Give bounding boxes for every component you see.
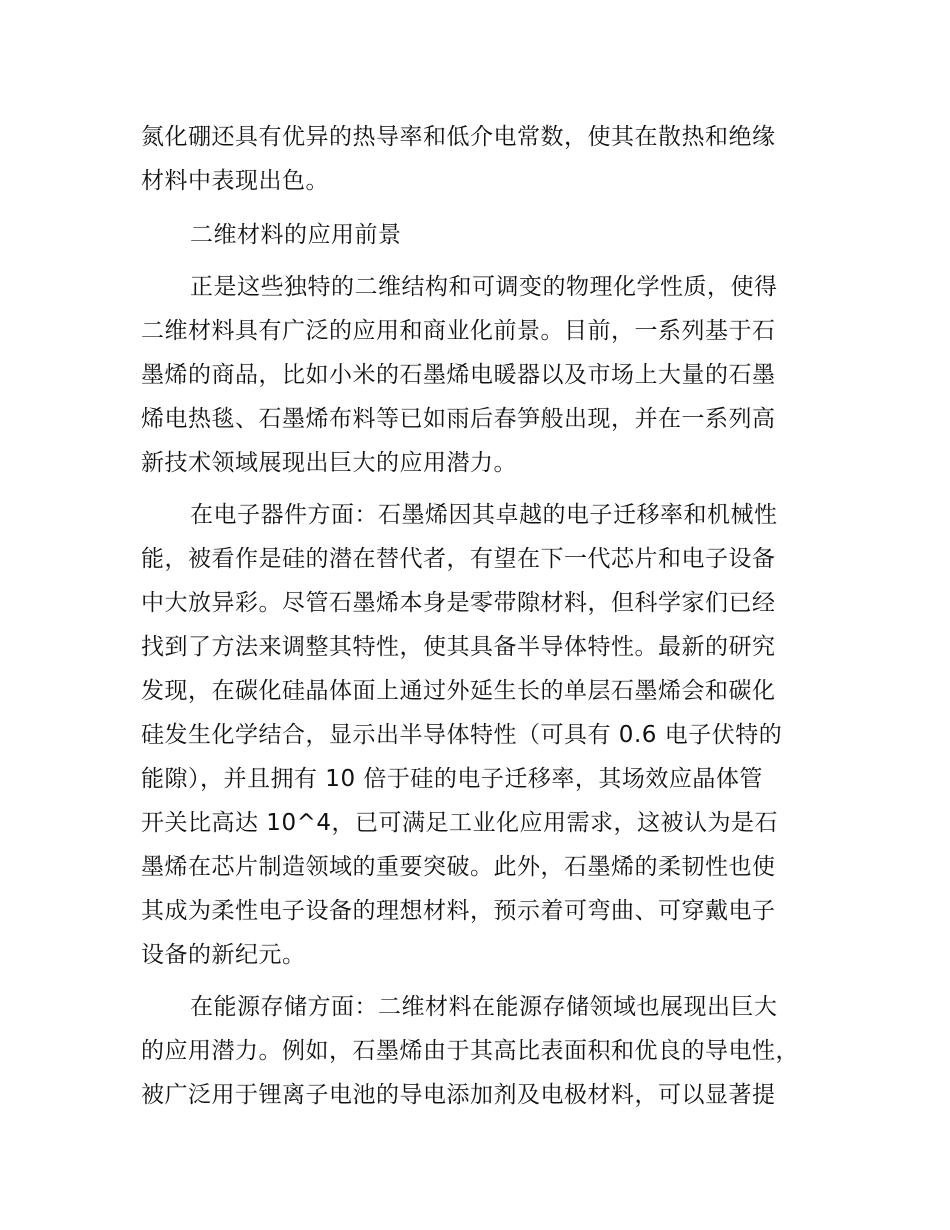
text-line: 二维材料具有广泛的应用和商业化前景。目前，一系列基于石 [141, 318, 776, 344]
text-line: 被广泛用于锂离子电池的导电添加剂及电极材料，可以显著提 [141, 1082, 776, 1108]
text-line: 的应用潜力。例如，石墨烯由于其高比表面积和优良的导电性， [141, 1038, 799, 1064]
text-line: 其成为柔性电子设备的理想材料，预示着可弯曲、可穿戴电子 [141, 898, 776, 924]
text-line: 墨烯在芯片制造领域的重要突破。此外，石墨烯的柔韧性也使 [141, 854, 776, 880]
text-line: 开关比高达 10^4，已可满足工业化应用需求，这被认为是石 [141, 810, 778, 836]
text-line: 能，被看作是硅的潜在替代者，有望在下一代芯片和电子设备 [141, 546, 776, 572]
text-line: 材料中表现出色。 [141, 168, 329, 194]
text-line: 在电子器件方面：石墨烯因其卓越的电子迁移率和机械性 [190, 502, 778, 528]
text-line: 能隙），并且拥有 10 倍于硅的电子迁移率，其场效应晶体管 [141, 766, 763, 792]
text-line: 新技术领域展现出巨大的应用潜力。 [141, 450, 517, 476]
text-line: 中大放异彩。尽管石墨烯本身是零带隙材料，但科学家们已经 [141, 590, 776, 616]
text-line: 在能源存储方面：二维材料在能源存储领域也展现出巨大 [190, 994, 778, 1020]
text-line: 找到了方法来调整其特性，使其具备半导体特性。最新的研究 [141, 634, 776, 660]
text-line: 硅发生化学结合，显示出半导体特性（可具有 0.6 电子伏特的 [141, 722, 783, 748]
text-line: 发现，在碳化硅晶体面上通过外延生长的单层石墨烯会和碳化 [141, 678, 776, 704]
section-heading: 二维材料的应用前景 [190, 222, 402, 248]
text-line: 正是这些独特的二维结构和可调变的物理化学性质，使得 [190, 274, 778, 300]
text-line: 墨烯的商品，比如小米的石墨烯电暖器以及市场上大量的石墨 [141, 362, 776, 388]
text-line: 氮化硼还具有优异的热导率和低介电常数，使其在散热和绝缘 [141, 124, 776, 150]
text-line: 设备的新纪元。 [141, 942, 306, 968]
text-line: 烯电热毯、石墨烯布料等已如雨后春笋般出现，并在一系列高 [141, 406, 776, 432]
